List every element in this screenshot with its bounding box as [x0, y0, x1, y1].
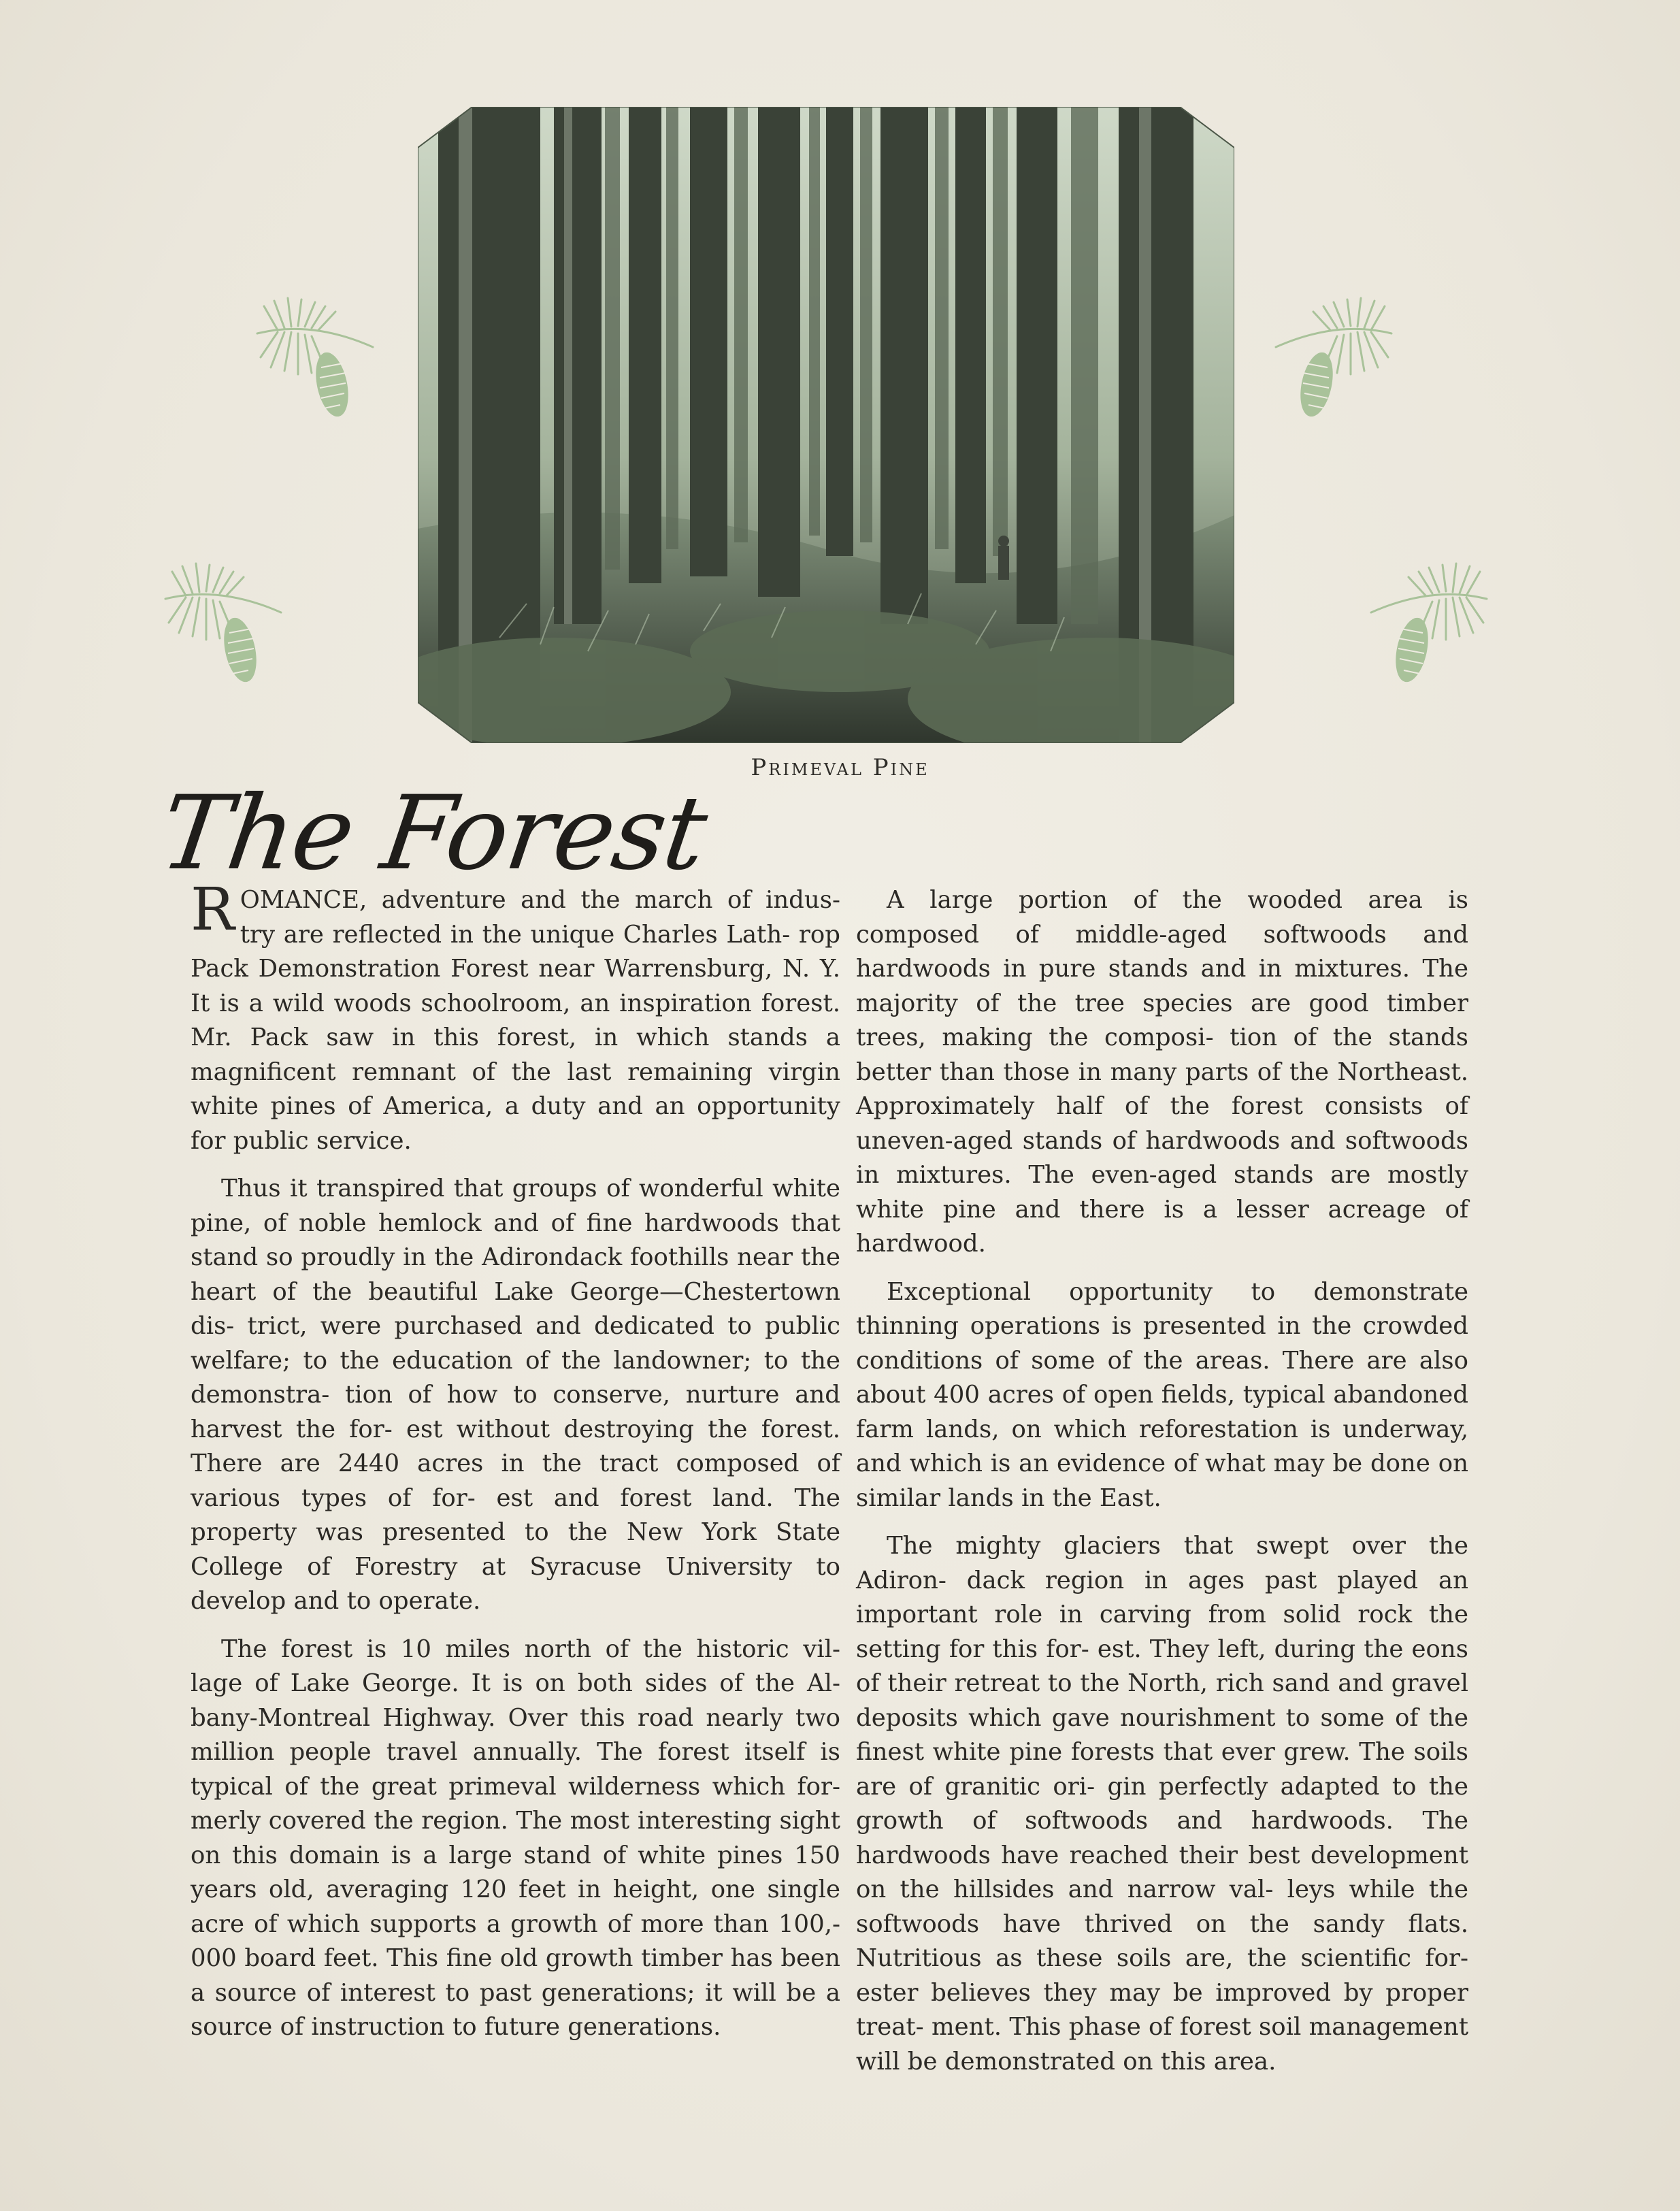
pine-sprig-icon [159, 558, 295, 694]
right-column [856, 883, 1468, 2093]
paragraph: A large portion of the wooded area is composed of middle-aged softwoods and hardwoods in pure stands and in mixtures. The majority of the tree species are good timber trees, making the composi- tion of the stands better than those in many parts of the Northeast. Approximately half of the forest consists of uneven-aged stands of hardwoods and softwoods in mixtures. The even-aged stands are mostly white pine and there is a lesser acreage of hardwood. [856, 886, 1468, 1258]
paragraph: The forest is 10 miles north of the historic vil- lage of Lake George. It is on both sides of the Al- bany-Montreal Highway. Over this road nearly two million people travel annually. The forest itself is typical of the great primeval wilderness which for- merly covered the region. The most interesting sight on this domain is a large stand of white pines 150 years old, averaging 120 feet in height, one single acre of which supports a growth of more than 100,- 000 board feet. This fine old growth timber has been a source of interest to past generations; it will be a source of instruction to future generations. [191, 1635, 840, 2041]
paragraph: The mighty glaciers that swept over the Adiron- dack region in ages past played an important role in carving from solid rock the setting for this for- est. They left, during the eons of their retreat to the North, rich sand and gravel deposits which gave nourishment to some of the finest white pine forests that ever grew. The soils are of granitic ori- gin perfectly adapted to the growth of softwoods and hardwoods. The hardwoods have reached their best development on the hillsides and narrow val- leys while the softwoods have thrived on the sandy flats. Nutritious as these soils are, the scientific for- ester believes they may be improved by proper treat- ment. This phase of forest soil management will be demonstrated on this area. [856, 1532, 1469, 2076]
paragraph: Exceptional opportunity to demonstrate thinning operations is presented in the crowded conditions of some of the areas. There are also about 400 acres of open fields, typical abandoned farm lands, on which reforestation is underway, and which is an evidence of what may be done on similar lands in the East. [856, 1277, 1468, 1512]
paragraph-text: OMANCE, adventure and the march of indus- try are reflected in the unique Charles Lath- rop Pack Demonstration Forest near Warrensburg, N. Y. It is a wild woods schoolroom, an inspiration forest. Mr. Pack saw in this forest, in which stands a magnificent remnant of the last remaining virgin white pines of America, a duty and an opportunity for public service. [191, 886, 840, 1155]
pine-sprig-icon [250, 293, 386, 429]
forest-photo [418, 107, 1234, 743]
page-title: The Forest [153, 774, 713, 893]
left-column [191, 876, 840, 2059]
pine-sprig-icon [1357, 558, 1494, 694]
paragraph [191, 876, 840, 1158]
drop-cap: R [191, 876, 235, 944]
paragraph: Thus it transpired that groups of wonderful white pine, of noble hemlock and of fine hardwoods that stand so proudly in the Adirondack foothills near the heart of the beautiful Lake George—Chestertown dis- trict, were purchased and dedicated to public welfare; to the education of the landowner; to the demonstra- tion of how to conserve, nurture and harvest the for- est without destroying the forest. There are 2440 acres in the tract composed of various types of for- est and forest land. The property was presented to the New York State College of Forestry at Syracuse University to develop and to operate. [191, 1175, 840, 1615]
photo-caption: Primeval Pine [751, 754, 929, 781]
pine-sprig-icon [1262, 293, 1398, 429]
